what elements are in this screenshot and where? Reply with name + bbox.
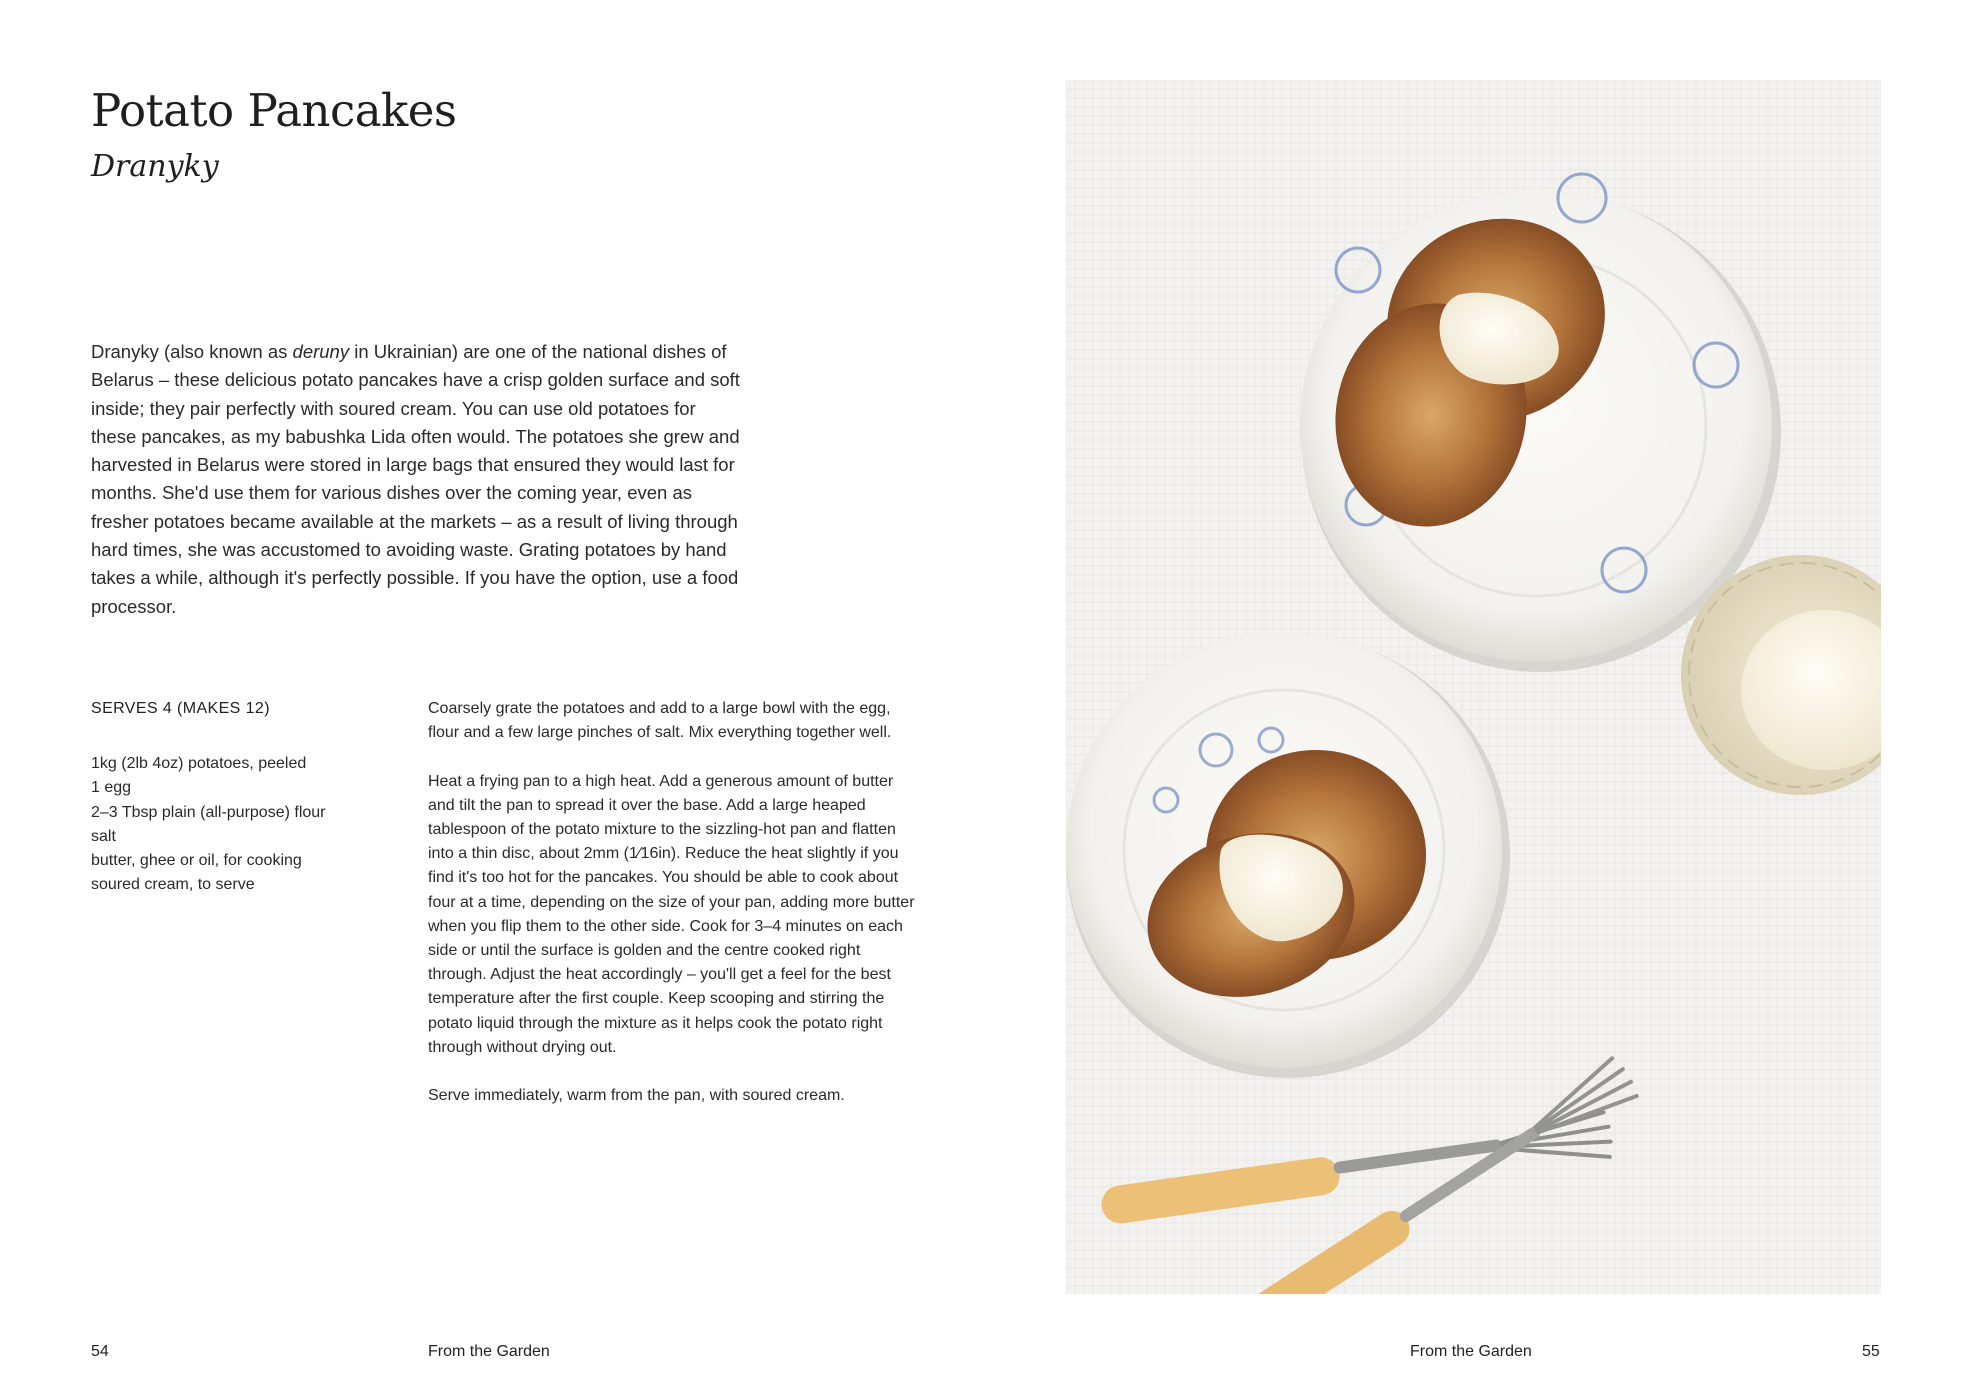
ingredient-item: 2–3 Tbsp plain (all-purpose) flour — [91, 803, 326, 821]
method-steps — [428, 697, 916, 1133]
ingredient-item: soured cream, to serve — [91, 876, 255, 894]
ingredient-list — [91, 752, 326, 898]
intro-text-rest: in Ukrainian) are one of the national dishes of Belarus – these delicious potato pancakes have a crisp golden surface and soft inside; they pair perfectly with soured cream. You can use old potatoes for these pancakes, as my babushka Lida often would. The potatoes she grew and harvested in Belarus were stored in large bags that ensured they would last for months. She'd use them for various dishes over the coming year, even as fresher potatoes became available at the markets – as a result of living through hard times, she was accustomed to avoiding waste. Grating potatoes by hand takes a while, although it's perfectly possible. If you have the option, use a food processor. — [91, 341, 740, 617]
ingredient-item: salt — [91, 827, 116, 845]
recipe-subtitle: Dranyky — [91, 149, 219, 184]
right-running-footer: From the Garden — [1410, 1343, 1532, 1360]
intro-emphasis: deruny — [292, 341, 350, 362]
method-step: Coarsely grate the potatoes and add to a large bowl with the egg, flour and a few large pinches of salt. Mix everything together well. — [428, 700, 892, 742]
recipe-title: Potato Pancakes — [91, 84, 457, 137]
ingredient-item: 1 egg — [91, 779, 132, 797]
right-page-number: 55 — [1862, 1343, 1880, 1360]
lower-plate — [1066, 632, 1510, 1078]
ingredient-item: butter, ghee or oil, for cooking — [91, 852, 302, 870]
intro-text-start: Dranyky (also known as — [91, 341, 293, 362]
left-running-footer: From the Garden — [428, 1343, 550, 1360]
ingredient-item: 1kg (2lb 4oz) potatoes, peeled — [91, 755, 307, 772]
recipe-photo — [1066, 80, 1881, 1294]
serves-heading: SERVES 4 (MAKES 12) — [91, 700, 270, 717]
method-step: Heat a frying pan to a high heat. Add a generous amount of butter and tilt the pan to spread it over the base. Add a large heaped tablespoon of the potato mixture to the sizzling-hot pan and flatten into a thin disc, about 2mm (1⁄16in). Reduce the heat slightly if you find it's too hot for the pancakes. You should be able to cook about four at a time, depending on the size of your pan, adding more butter when you flip them to the other side. Cook for 3–4 minutes on each side or until the surface is golden and the centre cooked right through. Adjust the heat accordingly – you'll get a feel for the best temperature after the first couple. Keep scooping and stirring the potato liquid through the mixture as it helps cook the potato right through without drying out. — [428, 772, 915, 1056]
left-page-number: 54 — [91, 1343, 109, 1360]
recipe-intro — [91, 338, 746, 621]
method-step: Serve immediately, warm from the pan, with soured cream. — [428, 1087, 845, 1105]
